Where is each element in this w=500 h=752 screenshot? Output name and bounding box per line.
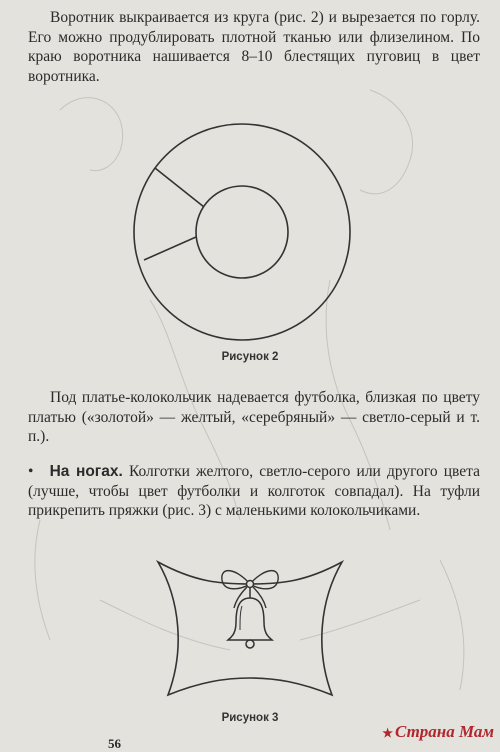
bullet: • xyxy=(28,463,34,480)
inner-circle xyxy=(196,186,288,278)
figure-2-caption: Рисунок 2 xyxy=(221,351,279,363)
collar-ring-figure xyxy=(130,120,354,344)
paragraph-lead: На ногах. xyxy=(49,463,123,480)
watermark-logo: ★ Страна Мам xyxy=(382,722,494,741)
paragraph-collar: Воротник выкраивается из круга (рис. 2) и вырезается по горлу. Его можно продублировать плотной тканью или флизелином. По краю воротника нашивается 8–10 блестящих пуговиц в цвет воротника. xyxy=(28,9,480,85)
slit-line-lower xyxy=(144,237,196,260)
page-number: 56 xyxy=(108,736,121,751)
star-icon: ★ xyxy=(382,726,393,740)
bell-icon xyxy=(228,588,272,648)
paragraph-feet: • На ногах. Колготки желтого, светло-серого или другого цвета (лучше, чтобы цвет футболки и колготок совпадал). На туфли прикрепить пряжки (рис. 3) с маленькими колокольчиками. xyxy=(28,463,480,519)
outer-circle xyxy=(134,124,350,340)
paragraph-tshirt: Под платье-колокольчик надевается футболка, близкая по цвету платью («золотой» — желтый, «серебряный» — светло-серый и т. п.). xyxy=(28,389,480,445)
slit-line-upper xyxy=(155,168,204,207)
buckle-figure xyxy=(150,550,350,710)
figure-3-caption: Рисунок 3 xyxy=(221,712,279,724)
